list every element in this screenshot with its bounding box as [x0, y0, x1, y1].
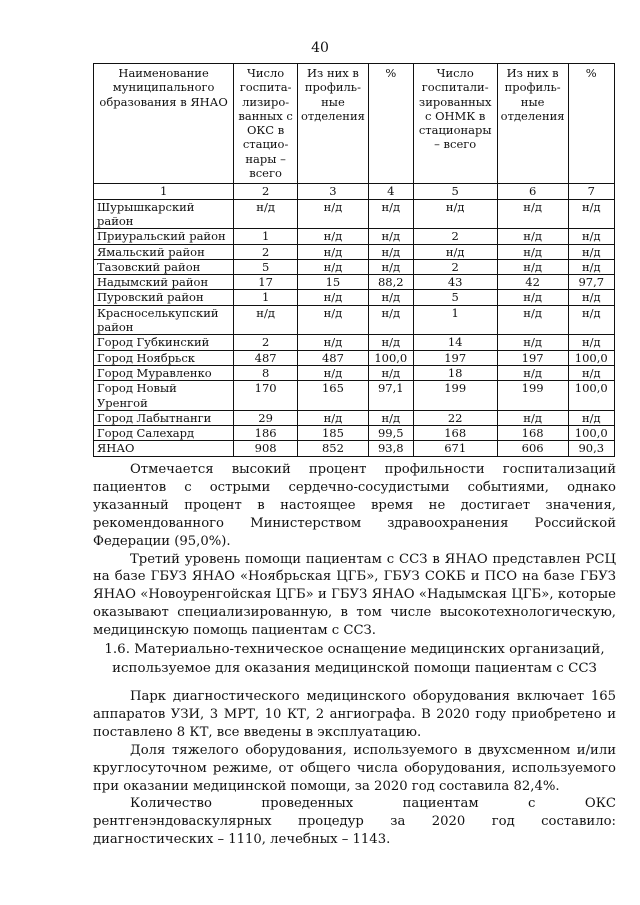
- value-cell: 199: [497, 381, 568, 411]
- value-cell: 2: [413, 229, 497, 244]
- value-cell: 1: [234, 290, 298, 305]
- value-cell: н/д: [413, 244, 497, 259]
- municipality-name-cell: Красноселькупский район: [94, 305, 234, 335]
- table-row: [94, 335, 615, 350]
- header-onmk-percent: %: [568, 64, 614, 184]
- value-cell: 5: [413, 290, 497, 305]
- section-heading: [93, 640, 616, 678]
- value-cell: 606: [497, 441, 568, 456]
- table-row: [94, 350, 615, 365]
- municipality-name-cell: Тазовский район: [94, 259, 234, 274]
- column-number: 7: [568, 184, 614, 199]
- value-cell: н/д: [568, 335, 614, 350]
- municipality-name-cell: Город Ноябрьск: [94, 350, 234, 365]
- value-cell: 168: [413, 426, 497, 441]
- value-cell: н/д: [497, 305, 568, 335]
- table-header-row: [94, 64, 615, 184]
- value-cell: 170: [234, 381, 298, 411]
- municipality-name-cell: ЯНАО: [94, 441, 234, 456]
- paragraph-equipment-park: Парк диагностического медицинского оборудования включает 165 аппаратов УЗИ, 3 МРТ, 10 КТ, 2 ангиографа. В 2020 году приобретено и поставлено 8 КТ, все введены в эксплуатацию.: [93, 689, 616, 740]
- table-row: [94, 441, 615, 456]
- value-cell: 29: [234, 410, 298, 425]
- value-cell: 487: [298, 350, 369, 365]
- value-cell: н/д: [568, 199, 614, 229]
- value-cell: н/д: [368, 410, 413, 425]
- value-cell: 185: [298, 426, 369, 441]
- value-cell: н/д: [368, 199, 413, 229]
- value-cell: н/д: [298, 229, 369, 244]
- value-cell: н/д: [298, 259, 369, 274]
- value-cell: н/д: [497, 335, 568, 350]
- value-cell: 15: [298, 275, 369, 290]
- header-oks-percent: %: [368, 64, 413, 184]
- header-onmk-total: Число госпитали-зированных с ОНМК в стационары – всего: [413, 64, 497, 184]
- value-cell: н/д: [568, 244, 614, 259]
- value-cell: 165: [298, 381, 369, 411]
- table-row: [94, 410, 615, 425]
- value-cell: 2: [234, 244, 298, 259]
- paragraph-procedures: Количество проведенных пациентам с ОКС рентгенэндоваскулярных процедур за 2020 год составило: диагностических – 1110, лечебных – 1143.: [93, 796, 616, 848]
- value-cell: 42: [497, 275, 568, 290]
- value-cell: 168: [497, 426, 568, 441]
- value-cell: 5: [234, 259, 298, 274]
- column-number: 2: [234, 184, 298, 199]
- table-row: [94, 275, 615, 290]
- table-row: [94, 290, 615, 305]
- value-cell: 99,5: [368, 426, 413, 441]
- value-cell: 2: [413, 259, 497, 274]
- table-row: [94, 426, 615, 441]
- municipality-name-cell: Пуровский район: [94, 290, 234, 305]
- value-cell: 8: [234, 365, 298, 380]
- value-cell: 90,3: [568, 441, 614, 456]
- municipality-name-cell: Город Лабытнанги: [94, 410, 234, 425]
- paragraph-third-level: Третий уровень помощи пациентам с ССЗ в ЯНАО представлен РСЦ на базе ГБУЗ ЯНАО «Ноябрьская ЦГБ», ГБУЗ СОКБ и ПСО на базе ГБУЗ ЯНАО «Новоуренгойская ЦГБ» и ГБУЗ ЯНАО «Надымская ЦГБ», которые оказывают специализированную, в том числе высокотехнологическую, медицинскую помощь пациентам с ССЗ.: [93, 551, 616, 639]
- value-cell: 186: [234, 426, 298, 441]
- paragraph-heavy-equipment: Доля тяжелого оборудования, используемого в двухсменном и/или круглосуточном режиме, от общего числа оборудования, используемого при оказании медицинской помощи, за 2020 год составила 82,4%.: [93, 742, 616, 794]
- value-cell: 100,0: [568, 350, 614, 365]
- header-municipality: Наименование муниципального образования в ЯНАО: [94, 64, 234, 184]
- value-cell: н/д: [298, 365, 369, 380]
- value-cell: 197: [413, 350, 497, 365]
- value-cell: 97,1: [368, 381, 413, 411]
- value-cell: н/д: [298, 335, 369, 350]
- section-heading-line-2: используемое для оказания медицинской помощи пациентам с ССЗ: [112, 661, 597, 676]
- value-cell: 14: [413, 335, 497, 350]
- table-row: [94, 305, 615, 335]
- value-cell: н/д: [298, 410, 369, 425]
- value-cell: 908: [234, 441, 298, 456]
- value-cell: н/д: [368, 365, 413, 380]
- value-cell: 2: [234, 335, 298, 350]
- table-row: [94, 199, 615, 229]
- municipality-name-cell: Ямальский район: [94, 244, 234, 259]
- value-cell: 17: [234, 275, 298, 290]
- column-number: 4: [368, 184, 413, 199]
- value-cell: н/д: [497, 229, 568, 244]
- municipality-name-cell: Город Салехард: [94, 426, 234, 441]
- value-cell: н/д: [234, 199, 298, 229]
- column-number: 1: [94, 184, 234, 199]
- value-cell: 1: [413, 305, 497, 335]
- value-cell: н/д: [568, 229, 614, 244]
- value-cell: н/д: [568, 290, 614, 305]
- header-oks-profile: Из них в профиль-ные отделения: [298, 64, 369, 184]
- value-cell: н/д: [298, 305, 369, 335]
- value-cell: н/д: [298, 290, 369, 305]
- value-cell: н/д: [568, 305, 614, 335]
- section-heading-line-1: 1.6. Материально-техническое оснащение медицинских организаций,: [104, 642, 605, 657]
- paragraphs-block-1: [93, 461, 616, 640]
- table-row: [94, 229, 615, 244]
- value-cell: 197: [497, 350, 568, 365]
- page-number: 40: [311, 40, 329, 56]
- value-cell: 671: [413, 441, 497, 456]
- value-cell: 93,8: [368, 441, 413, 456]
- value-cell: 18: [413, 365, 497, 380]
- value-cell: н/д: [497, 365, 568, 380]
- value-cell: н/д: [368, 244, 413, 259]
- paragraphs-block-2: [93, 688, 616, 849]
- value-cell: н/д: [413, 199, 497, 229]
- municipality-name-cell: Шурышкарский район: [94, 199, 234, 229]
- value-cell: 100,0: [368, 350, 413, 365]
- header-oks-total: Число госпита-лизиро-ванных с ОКС в стацио-нары – всего: [234, 64, 298, 184]
- value-cell: н/д: [368, 290, 413, 305]
- column-number: 5: [413, 184, 497, 199]
- value-cell: н/д: [368, 335, 413, 350]
- value-cell: 100,0: [568, 426, 614, 441]
- value-cell: 22: [413, 410, 497, 425]
- table-row: [94, 259, 615, 274]
- value-cell: н/д: [368, 229, 413, 244]
- value-cell: н/д: [234, 305, 298, 335]
- paragraph-profile-percent: Отмечается высокий процент профильности госпитализаций пациентов с острыми сердечно-сосудистыми событиями, однако указанный процент в настоящее время не достигает значения, рекомендованного Министерством здравоохранения Российской Федерации (95,0%).: [93, 462, 616, 549]
- table-row: [94, 365, 615, 380]
- value-cell: н/д: [497, 259, 568, 274]
- value-cell: 100,0: [568, 381, 614, 411]
- hospitalization-table: [93, 63, 615, 457]
- column-number: 3: [298, 184, 369, 199]
- municipality-name-cell: Город Новый Уренгой: [94, 381, 234, 411]
- value-cell: н/д: [497, 199, 568, 229]
- value-cell: н/д: [497, 410, 568, 425]
- value-cell: 1: [234, 229, 298, 244]
- value-cell: н/д: [368, 305, 413, 335]
- municipality-name-cell: Приуральский район: [94, 229, 234, 244]
- value-cell: н/д: [568, 259, 614, 274]
- value-cell: н/д: [298, 199, 369, 229]
- value-cell: 97,7: [568, 275, 614, 290]
- value-cell: н/д: [368, 259, 413, 274]
- column-number-row: [94, 184, 615, 199]
- value-cell: н/д: [497, 290, 568, 305]
- value-cell: н/д: [568, 365, 614, 380]
- value-cell: н/д: [497, 244, 568, 259]
- value-cell: 487: [234, 350, 298, 365]
- value-cell: 852: [298, 441, 369, 456]
- municipality-name-cell: Город Муравленко: [94, 365, 234, 380]
- municipality-name-cell: Надымский район: [94, 275, 234, 290]
- municipality-name-cell: Город Губкинский: [94, 335, 234, 350]
- table-row: [94, 244, 615, 259]
- table-row: [94, 381, 615, 411]
- header-onmk-profile: Из них в профиль-ные отделения: [497, 64, 568, 184]
- value-cell: 199: [413, 381, 497, 411]
- value-cell: н/д: [568, 410, 614, 425]
- column-number: 6: [497, 184, 568, 199]
- value-cell: 88,2: [368, 275, 413, 290]
- value-cell: 43: [413, 275, 497, 290]
- value-cell: н/д: [298, 244, 369, 259]
